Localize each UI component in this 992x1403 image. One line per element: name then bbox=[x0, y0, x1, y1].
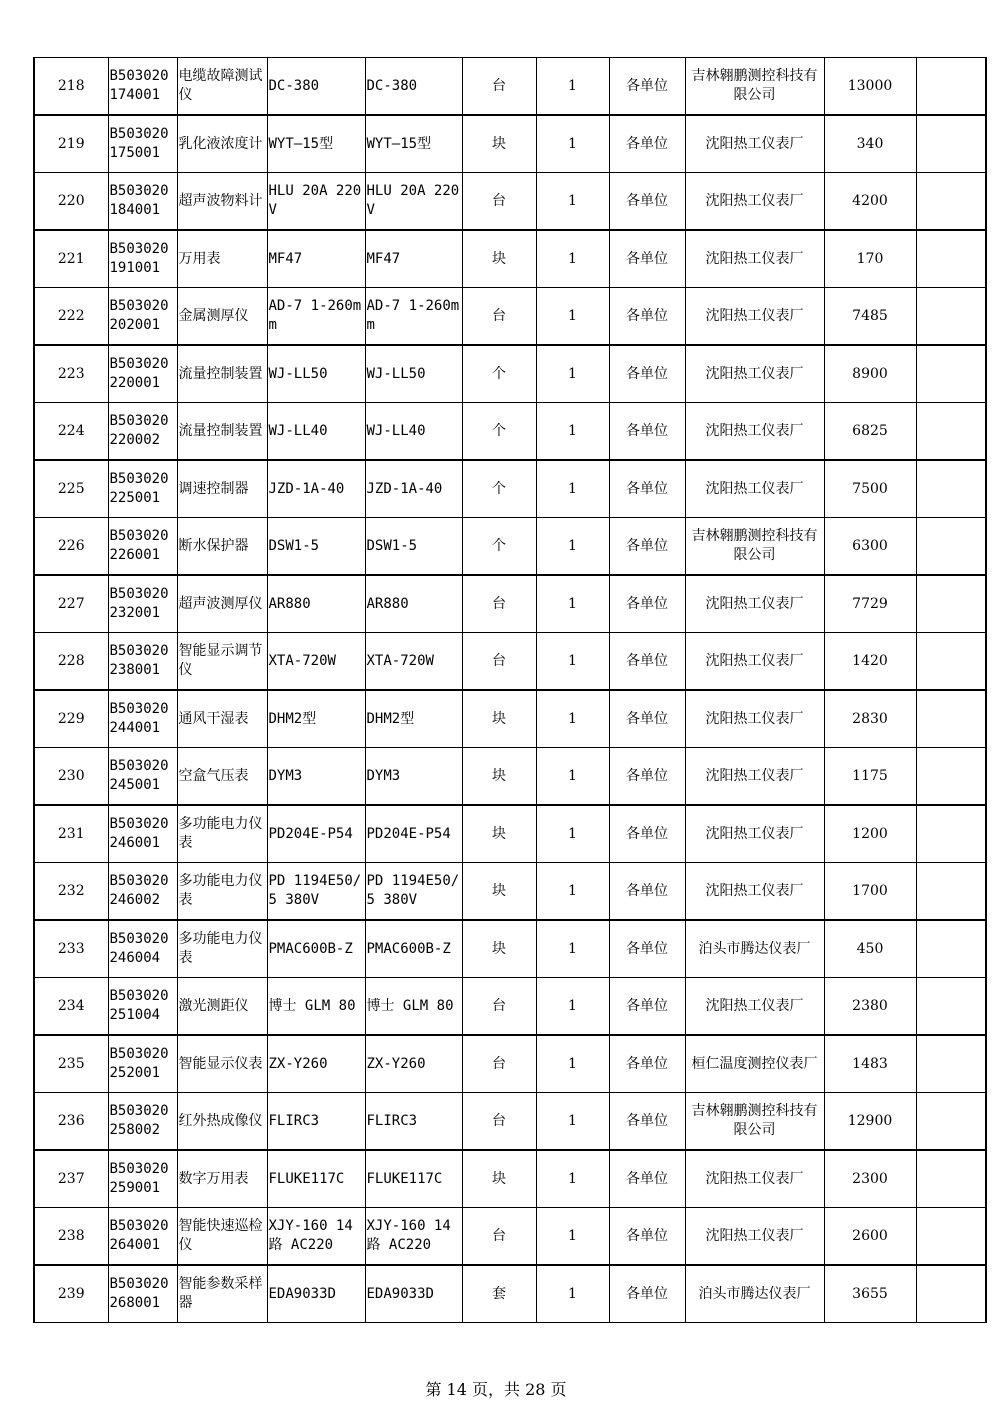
table-row bbox=[34, 115, 986, 173]
model-cell: WJ-LL50 bbox=[365, 345, 462, 403]
row-number-cell: 237 bbox=[34, 1150, 108, 1208]
row-number-cell: 233 bbox=[34, 920, 108, 978]
manufacturer-cell: 沈阳热工仪表厂 bbox=[685, 1208, 824, 1266]
manufacturer-cell: 沈阳热工仪表厂 bbox=[685, 403, 824, 461]
remark-cell bbox=[916, 460, 986, 518]
unit-price-cell: 2600 bbox=[824, 1208, 916, 1266]
row-number-cell: 226 bbox=[34, 518, 108, 576]
remark-cell bbox=[916, 575, 986, 633]
specification-cell: PD204E-P54 bbox=[267, 805, 365, 863]
unit-price-cell: 13000 bbox=[824, 58, 916, 116]
unit-cell: 台 bbox=[462, 58, 536, 116]
unit-price-cell: 2300 bbox=[824, 1150, 916, 1208]
row-number-cell: 225 bbox=[34, 460, 108, 518]
item-name-cell: 多功能电力仪表 bbox=[177, 863, 267, 921]
row-number-cell: 235 bbox=[34, 1035, 108, 1093]
table-row bbox=[34, 518, 986, 576]
unit-cell: 块 bbox=[462, 748, 536, 806]
unit-cell: 套 bbox=[462, 1265, 536, 1323]
manufacturer-cell: 吉林翱鹏测控科技有限公司 bbox=[685, 518, 824, 576]
remark-cell bbox=[916, 920, 986, 978]
manufacturer-cell: 沈阳热工仪表厂 bbox=[685, 633, 824, 691]
model-cell: WJ-LL40 bbox=[365, 403, 462, 461]
material-code-cell: B503020226001 bbox=[108, 518, 177, 576]
model-cell: FLIRC3 bbox=[365, 1093, 462, 1151]
table-row bbox=[34, 1093, 986, 1151]
applicable-unit-cell: 各单位 bbox=[609, 345, 685, 403]
quantity-cell: 1 bbox=[536, 575, 609, 633]
applicable-unit-cell: 各单位 bbox=[609, 863, 685, 921]
material-code-cell: B503020232001 bbox=[108, 575, 177, 633]
unit-cell: 台 bbox=[462, 1035, 536, 1093]
specification-cell: 博士 GLM 80 bbox=[267, 978, 365, 1036]
applicable-unit-cell: 各单位 bbox=[609, 690, 685, 748]
item-name-cell: 通风干湿表 bbox=[177, 690, 267, 748]
unit-price-cell: 1175 bbox=[824, 748, 916, 806]
item-name-cell: 红外热成像仪 bbox=[177, 1093, 267, 1151]
unit-price-cell: 1200 bbox=[824, 805, 916, 863]
unit-price-cell: 7729 bbox=[824, 575, 916, 633]
table-row bbox=[34, 1150, 986, 1208]
remark-cell bbox=[916, 403, 986, 461]
unit-cell: 块 bbox=[462, 1150, 536, 1208]
applicable-unit-cell: 各单位 bbox=[609, 230, 685, 288]
unit-price-cell: 12900 bbox=[824, 1093, 916, 1151]
item-name-cell: 智能显示仪表 bbox=[177, 1035, 267, 1093]
manufacturer-cell: 泊头市腾达仪表厂 bbox=[685, 920, 824, 978]
remark-cell bbox=[916, 690, 986, 748]
applicable-unit-cell: 各单位 bbox=[609, 1150, 685, 1208]
specification-cell: DSW1-5 bbox=[267, 518, 365, 576]
unit-price-cell: 1420 bbox=[824, 633, 916, 691]
model-cell: HLU 20A 220V bbox=[365, 173, 462, 231]
material-code-cell: B503020184001 bbox=[108, 173, 177, 231]
row-number-cell: 236 bbox=[34, 1093, 108, 1151]
remark-cell bbox=[916, 58, 986, 116]
unit-cell: 个 bbox=[462, 345, 536, 403]
manufacturer-cell: 沈阳热工仪表厂 bbox=[685, 345, 824, 403]
material-code-cell: B503020202001 bbox=[108, 288, 177, 346]
item-name-cell: 数字万用表 bbox=[177, 1150, 267, 1208]
row-number-cell: 228 bbox=[34, 633, 108, 691]
quantity-cell: 1 bbox=[536, 518, 609, 576]
item-name-cell: 多功能电力仪表 bbox=[177, 920, 267, 978]
material-code-cell: B503020252001 bbox=[108, 1035, 177, 1093]
item-name-cell: 流量控制装置 bbox=[177, 345, 267, 403]
quantity-cell: 1 bbox=[536, 460, 609, 518]
table-row bbox=[34, 1035, 986, 1093]
manufacturer-cell: 泊头市腾达仪表厂 bbox=[685, 1265, 824, 1323]
remark-cell bbox=[916, 1208, 986, 1266]
remark-cell bbox=[916, 978, 986, 1036]
unit-price-cell: 1483 bbox=[824, 1035, 916, 1093]
model-cell: AD-7 1-260mm bbox=[365, 288, 462, 346]
remark-cell bbox=[916, 863, 986, 921]
applicable-unit-cell: 各单位 bbox=[609, 460, 685, 518]
page-footer: 第 14 页，共 28 页 bbox=[425, 1380, 567, 1399]
applicable-unit-cell: 各单位 bbox=[609, 1093, 685, 1151]
table-row bbox=[34, 1265, 986, 1323]
model-cell: ZX-Y260 bbox=[365, 1035, 462, 1093]
item-name-cell: 智能参数采样器 bbox=[177, 1265, 267, 1323]
item-name-cell: 超声波物料计 bbox=[177, 173, 267, 231]
item-name-cell: 多功能电力仪表 bbox=[177, 805, 267, 863]
unit-cell: 块 bbox=[462, 690, 536, 748]
specification-cell: XJY-160 14路 AC220 bbox=[267, 1208, 365, 1266]
table-row bbox=[34, 633, 986, 691]
specification-cell: PD 1194E50/5 380V bbox=[267, 863, 365, 921]
quantity-cell: 1 bbox=[536, 863, 609, 921]
applicable-unit-cell: 各单位 bbox=[609, 288, 685, 346]
quantity-cell: 1 bbox=[536, 1150, 609, 1208]
row-number-cell: 229 bbox=[34, 690, 108, 748]
model-cell: DC-380 bbox=[365, 58, 462, 116]
applicable-unit-cell: 各单位 bbox=[609, 173, 685, 231]
unit-price-cell: 7500 bbox=[824, 460, 916, 518]
specification-cell: DC-380 bbox=[267, 58, 365, 116]
applicable-unit-cell: 各单位 bbox=[609, 518, 685, 576]
quantity-cell: 1 bbox=[536, 920, 609, 978]
table-row bbox=[34, 920, 986, 978]
remark-cell bbox=[916, 230, 986, 288]
quantity-cell: 1 bbox=[536, 288, 609, 346]
item-name-cell: 金属测厚仪 bbox=[177, 288, 267, 346]
model-cell: PD204E-P54 bbox=[365, 805, 462, 863]
item-name-cell: 智能显示调节仪 bbox=[177, 633, 267, 691]
remark-cell bbox=[916, 518, 986, 576]
manufacturer-cell: 沈阳热工仪表厂 bbox=[685, 288, 824, 346]
specification-cell: FLUKE117C bbox=[267, 1150, 365, 1208]
quantity-cell: 1 bbox=[536, 230, 609, 288]
unit-cell: 台 bbox=[462, 173, 536, 231]
unit-cell: 台 bbox=[462, 978, 536, 1036]
material-code-cell: B503020268001 bbox=[108, 1265, 177, 1323]
table-row bbox=[34, 345, 986, 403]
material-code-cell: B503020245001 bbox=[108, 748, 177, 806]
unit-cell: 台 bbox=[462, 575, 536, 633]
material-code-cell: B503020258002 bbox=[108, 1093, 177, 1151]
quantity-cell: 1 bbox=[536, 1265, 609, 1323]
model-cell: AR880 bbox=[365, 575, 462, 633]
item-name-cell: 乳化液浓度计 bbox=[177, 115, 267, 173]
table-row bbox=[34, 173, 986, 231]
manufacturer-cell: 沈阳热工仪表厂 bbox=[685, 805, 824, 863]
unit-price-cell: 7485 bbox=[824, 288, 916, 346]
item-name-cell: 断水保护器 bbox=[177, 518, 267, 576]
material-code-cell: B503020244001 bbox=[108, 690, 177, 748]
unit-price-cell: 6825 bbox=[824, 403, 916, 461]
material-code-cell: B503020259001 bbox=[108, 1150, 177, 1208]
material-code-cell: B503020191001 bbox=[108, 230, 177, 288]
unit-price-cell: 8900 bbox=[824, 345, 916, 403]
quantity-cell: 1 bbox=[536, 115, 609, 173]
unit-cell: 个 bbox=[462, 518, 536, 576]
remark-cell bbox=[916, 1150, 986, 1208]
unit-price-cell: 3655 bbox=[824, 1265, 916, 1323]
material-code-cell: B503020238001 bbox=[108, 633, 177, 691]
row-number-cell: 219 bbox=[34, 115, 108, 173]
table-row bbox=[34, 288, 986, 346]
material-code-cell: B503020220001 bbox=[108, 345, 177, 403]
model-cell: MF47 bbox=[365, 230, 462, 288]
manufacturer-cell: 沈阳热工仪表厂 bbox=[685, 690, 824, 748]
quantity-cell: 1 bbox=[536, 690, 609, 748]
applicable-unit-cell: 各单位 bbox=[609, 403, 685, 461]
row-number-cell: 221 bbox=[34, 230, 108, 288]
model-cell: WYT—15型 bbox=[365, 115, 462, 173]
unit-cell: 块 bbox=[462, 115, 536, 173]
material-code-cell: B503020175001 bbox=[108, 115, 177, 173]
row-number-cell: 227 bbox=[34, 575, 108, 633]
applicable-unit-cell: 各单位 bbox=[609, 633, 685, 691]
unit-cell: 台 bbox=[462, 1093, 536, 1151]
table-row bbox=[34, 805, 986, 863]
table-row bbox=[34, 1208, 986, 1266]
unit-cell: 块 bbox=[462, 863, 536, 921]
manufacturer-cell: 沈阳热工仪表厂 bbox=[685, 863, 824, 921]
manufacturer-cell: 桓仁温度测控仪表厂 bbox=[685, 1035, 824, 1093]
manufacturer-cell: 沈阳热工仪表厂 bbox=[685, 230, 824, 288]
manufacturer-cell: 沈阳热工仪表厂 bbox=[685, 460, 824, 518]
item-name-cell: 电缆故障测试仪 bbox=[177, 58, 267, 116]
item-name-cell: 调速控制器 bbox=[177, 460, 267, 518]
unit-cell: 个 bbox=[462, 403, 536, 461]
item-name-cell: 万用表 bbox=[177, 230, 267, 288]
table-row bbox=[34, 460, 986, 518]
material-code-cell: B503020220002 bbox=[108, 403, 177, 461]
unit-cell: 台 bbox=[462, 1208, 536, 1266]
row-number-cell: 218 bbox=[34, 58, 108, 116]
model-cell: PMAC600B-Z bbox=[365, 920, 462, 978]
material-code-cell: B503020246004 bbox=[108, 920, 177, 978]
applicable-unit-cell: 各单位 bbox=[609, 1208, 685, 1266]
unit-price-cell: 1700 bbox=[824, 863, 916, 921]
unit-cell: 台 bbox=[462, 633, 536, 691]
unit-price-cell: 2830 bbox=[824, 690, 916, 748]
unit-price-cell: 6300 bbox=[824, 518, 916, 576]
quantity-cell: 1 bbox=[536, 345, 609, 403]
specification-cell: XTA-720W bbox=[267, 633, 365, 691]
row-number-cell: 231 bbox=[34, 805, 108, 863]
item-name-cell: 激光测距仪 bbox=[177, 978, 267, 1036]
manufacturer-cell: 沈阳热工仪表厂 bbox=[685, 978, 824, 1036]
remark-cell bbox=[916, 288, 986, 346]
applicable-unit-cell: 各单位 bbox=[609, 920, 685, 978]
specification-cell: HLU 20A 220V bbox=[267, 173, 365, 231]
remark-cell bbox=[916, 1035, 986, 1093]
item-name-cell: 智能快速巡检仪 bbox=[177, 1208, 267, 1266]
manufacturer-cell: 沈阳热工仪表厂 bbox=[685, 115, 824, 173]
remark-cell bbox=[916, 748, 986, 806]
applicable-unit-cell: 各单位 bbox=[609, 58, 685, 116]
applicable-unit-cell: 各单位 bbox=[609, 1035, 685, 1093]
row-number-cell: 239 bbox=[34, 1265, 108, 1323]
unit-price-cell: 170 bbox=[824, 230, 916, 288]
remark-cell bbox=[916, 633, 986, 691]
model-cell: PD 1194E50/5 380V bbox=[365, 863, 462, 921]
applicable-unit-cell: 各单位 bbox=[609, 748, 685, 806]
quantity-cell: 1 bbox=[536, 403, 609, 461]
material-code-cell: B503020225001 bbox=[108, 460, 177, 518]
item-name-cell: 流量控制装置 bbox=[177, 403, 267, 461]
applicable-unit-cell: 各单位 bbox=[609, 805, 685, 863]
item-name-cell: 空盒气压表 bbox=[177, 748, 267, 806]
unit-cell: 块 bbox=[462, 230, 536, 288]
model-cell: DYM3 bbox=[365, 748, 462, 806]
model-cell: 博士 GLM 80 bbox=[365, 978, 462, 1036]
model-cell: DSW1-5 bbox=[365, 518, 462, 576]
manufacturer-cell: 吉林翱鹏测控科技有限公司 bbox=[685, 58, 824, 116]
table-row bbox=[34, 403, 986, 461]
table-row bbox=[34, 230, 986, 288]
row-number-cell: 230 bbox=[34, 748, 108, 806]
applicable-unit-cell: 各单位 bbox=[609, 575, 685, 633]
applicable-unit-cell: 各单位 bbox=[609, 978, 685, 1036]
model-cell: XJY-160 14路 AC220 bbox=[365, 1208, 462, 1266]
material-code-cell: B503020246002 bbox=[108, 863, 177, 921]
specification-cell: FLIRC3 bbox=[267, 1093, 365, 1151]
unit-price-cell: 450 bbox=[824, 920, 916, 978]
material-code-cell: B503020246001 bbox=[108, 805, 177, 863]
remark-cell bbox=[916, 115, 986, 173]
row-number-cell: 220 bbox=[34, 173, 108, 231]
manufacturer-cell: 沈阳热工仪表厂 bbox=[685, 748, 824, 806]
row-number-cell: 232 bbox=[34, 863, 108, 921]
row-number-cell: 238 bbox=[34, 1208, 108, 1266]
specification-cell: WYT—15型 bbox=[267, 115, 365, 173]
row-number-cell: 222 bbox=[34, 288, 108, 346]
quantity-cell: 1 bbox=[536, 748, 609, 806]
remark-cell bbox=[916, 805, 986, 863]
specification-cell: DYM3 bbox=[267, 748, 365, 806]
remark-cell bbox=[916, 1265, 986, 1323]
material-code-cell: B503020251004 bbox=[108, 978, 177, 1036]
quantity-cell: 1 bbox=[536, 1093, 609, 1151]
equipment-table bbox=[33, 57, 987, 1323]
quantity-cell: 1 bbox=[536, 805, 609, 863]
model-cell: XTA-720W bbox=[365, 633, 462, 691]
specification-cell: ZX-Y260 bbox=[267, 1035, 365, 1093]
remark-cell bbox=[916, 345, 986, 403]
manufacturer-cell: 沈阳热工仪表厂 bbox=[685, 1150, 824, 1208]
specification-cell: JZD-1A-40 bbox=[267, 460, 365, 518]
unit-price-cell: 4200 bbox=[824, 173, 916, 231]
item-name-cell: 超声波测厚仪 bbox=[177, 575, 267, 633]
specification-cell: PMAC600B-Z bbox=[267, 920, 365, 978]
applicable-unit-cell: 各单位 bbox=[609, 1265, 685, 1323]
specification-cell: MF47 bbox=[267, 230, 365, 288]
model-cell: EDA9033D bbox=[365, 1265, 462, 1323]
table-row bbox=[34, 863, 986, 921]
quantity-cell: 1 bbox=[536, 1208, 609, 1266]
table-body bbox=[34, 58, 986, 1323]
unit-cell: 块 bbox=[462, 805, 536, 863]
remark-cell bbox=[916, 173, 986, 231]
specification-cell: AD-7 1-260mm bbox=[267, 288, 365, 346]
table-row bbox=[34, 575, 986, 633]
model-cell: DHM2型 bbox=[365, 690, 462, 748]
quantity-cell: 1 bbox=[536, 633, 609, 691]
manufacturer-cell: 吉林翱鹏测控科技有限公司 bbox=[685, 1093, 824, 1151]
table-row bbox=[34, 748, 986, 806]
material-code-cell: B503020264001 bbox=[108, 1208, 177, 1266]
table-row bbox=[34, 690, 986, 748]
quantity-cell: 1 bbox=[536, 58, 609, 116]
specification-cell: DHM2型 bbox=[267, 690, 365, 748]
table-row bbox=[34, 978, 986, 1036]
quantity-cell: 1 bbox=[536, 173, 609, 231]
quantity-cell: 1 bbox=[536, 978, 609, 1036]
manufacturer-cell: 沈阳热工仪表厂 bbox=[685, 575, 824, 633]
specification-cell: WJ-LL50 bbox=[267, 345, 365, 403]
row-number-cell: 224 bbox=[34, 403, 108, 461]
row-number-cell: 223 bbox=[34, 345, 108, 403]
row-number-cell: 234 bbox=[34, 978, 108, 1036]
quantity-cell: 1 bbox=[536, 1035, 609, 1093]
model-cell: FLUKE117C bbox=[365, 1150, 462, 1208]
specification-cell: WJ-LL40 bbox=[267, 403, 365, 461]
specification-cell: AR880 bbox=[267, 575, 365, 633]
unit-price-cell: 340 bbox=[824, 115, 916, 173]
unit-cell: 台 bbox=[462, 288, 536, 346]
material-code-cell: B503020174001 bbox=[108, 58, 177, 116]
applicable-unit-cell: 各单位 bbox=[609, 115, 685, 173]
unit-price-cell: 2380 bbox=[824, 978, 916, 1036]
model-cell: JZD-1A-40 bbox=[365, 460, 462, 518]
unit-cell: 个 bbox=[462, 460, 536, 518]
remark-cell bbox=[916, 1093, 986, 1151]
unit-cell: 块 bbox=[462, 920, 536, 978]
manufacturer-cell: 沈阳热工仪表厂 bbox=[685, 173, 824, 231]
table-row bbox=[34, 58, 986, 116]
specification-cell: EDA9033D bbox=[267, 1265, 365, 1323]
